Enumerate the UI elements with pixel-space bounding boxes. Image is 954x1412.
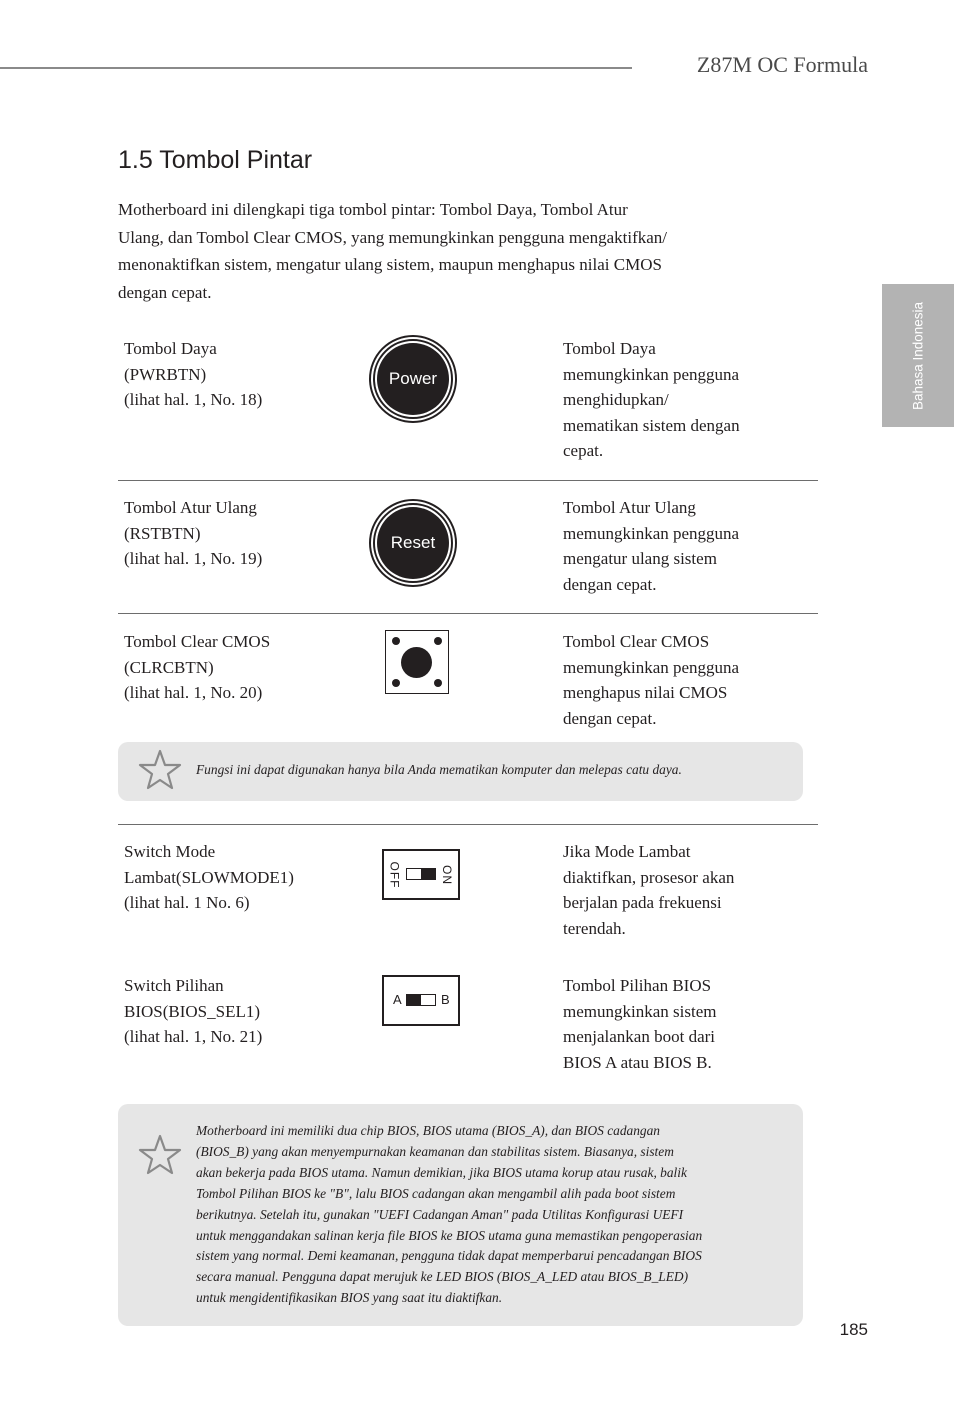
bios-sel-row-label-line: (lihat hal. 1, No. 21) — [124, 1027, 263, 1047]
cmos-row-label — [124, 629, 270, 706]
note-line: akan bekerja pada BIOS utama. Namun demikian, jika BIOS utama korup atau rusak, balik — [196, 1164, 687, 1180]
cmos-description-line: menghapus nilai CMOS — [563, 683, 728, 703]
reset-button-ring — [373, 503, 453, 583]
cmos-row-label-line: (lihat hal. 1, No. 20) — [124, 683, 263, 703]
slowmode-description-line: diaktifkan, prosesor akan — [563, 867, 735, 887]
power-description-line: cepat. — [563, 441, 604, 461]
power-row-label-line: (lihat hal. 1, No. 18) — [124, 390, 263, 410]
bios-sel-description-line: menjalankan boot dari — [563, 1027, 716, 1047]
bios-sel-row-label-line: Switch Pilihan — [124, 976, 224, 995]
note-text: Fungsi ini dapat digunakan hanya bila Anda mematikan komputer dan melepas catu daya. — [196, 762, 682, 777]
bios-sel-description-line: BIOS A atau BIOS B. — [563, 1052, 712, 1072]
slowmode-row-label-line: Lambat(SLOWMODE1) — [124, 867, 294, 887]
cmos-pin-dot — [434, 637, 442, 645]
cmos-pin-dot — [392, 679, 400, 687]
cmos-description-line: Tombol Clear CMOS — [563, 632, 710, 651]
header-rule — [0, 67, 632, 69]
reset-description-line: memungkinkan pengguna — [563, 523, 740, 543]
slowmode-row-label — [124, 839, 294, 916]
reset-description-line: Tombol Atur Ulang — [563, 498, 696, 517]
reset-row-label-line: (RSTBTN) — [124, 523, 201, 543]
bios-sel-row-label — [124, 973, 262, 1050]
note-line: untuk menggandakan salinan kerja file BIOS ke BIOS utama guna memastikan pengoperasian — [196, 1227, 703, 1243]
row-divider — [118, 613, 818, 614]
note-line: Motherboard ini memiliki dua chip BIOS, BIOS utama (BIOS_A), dan BIOS cadangan — [196, 1123, 661, 1138]
cmos-row-description — [563, 629, 739, 731]
cmos-pin-dot — [434, 679, 442, 687]
switch-slot — [406, 868, 436, 880]
note-box — [118, 742, 803, 801]
switch-knob — [421, 869, 435, 879]
switch-b-label: B — [441, 992, 450, 1007]
bios-sel-row-label-line: BIOS(BIOS_SEL1) — [124, 1001, 261, 1021]
note-line: secara manual. Pengguna dapat merujuk ke LED BIOS (BIOS_A_LED atau BIOS_B_LED) — [196, 1269, 689, 1285]
bios-select-switch-icon — [382, 975, 460, 1026]
switch-on-label: ON — [440, 865, 454, 885]
clear-cmos-button-icon — [385, 630, 449, 694]
slowmode-row-label-line: Switch Mode — [124, 842, 216, 861]
switch-a-label: A — [393, 992, 402, 1007]
cmos-row-label-line: (CLRCBTN) — [124, 657, 214, 677]
power-description-line: mematikan sistem dengan — [563, 415, 740, 435]
power-description-line: menghidupkan/ — [563, 390, 669, 410]
note-text — [196, 1121, 702, 1309]
bios-sel-description-line: Tombol Pilihan BIOS — [563, 976, 712, 995]
note-line: berikutnya. Setelah itu, gunakan "UEFI Cadangan Aman" pada Utilitas Konfigurasi UEFI — [196, 1206, 684, 1222]
intro-line: menonaktifkan sistem, mengatur ulang sistem, maupun menghapus nilai CMOS — [118, 255, 662, 274]
cmos-description-line: dengan cepat. — [563, 708, 657, 728]
reset-description-line: mengatur ulang sistem — [563, 549, 717, 569]
note-line: sistem yang normal. Demi keamanan, pengguna tidak dapat memperbarui pencadangan BIOS — [196, 1248, 702, 1264]
slowmode-row-label-line: (lihat hal. 1 No. 6) — [124, 893, 250, 913]
power-button-icon — [369, 335, 457, 423]
switch-slot — [406, 994, 436, 1006]
star-outline-icon — [138, 749, 182, 791]
slowmode-description-line: berjalan pada frekuensi — [563, 893, 722, 913]
power-button-ring — [373, 339, 453, 419]
reset-row-label-line: Tombol Atur Ulang — [124, 498, 257, 517]
note-box — [118, 1104, 803, 1326]
language-side-tab-label: Bahasa Indonesia — [910, 301, 926, 410]
note-line: (BIOS_B) yang akan menyempurnakan keamanan dan stabilitas sistem. Biasanya, sistem — [196, 1143, 674, 1159]
slowmode-description-line: Jika Mode Lambat — [563, 842, 691, 861]
note-line: untuk mengidentifikasikan BIOS yang saat itu diaktifkan. — [196, 1290, 503, 1306]
language-side-tab — [882, 284, 954, 427]
reset-row-label — [124, 495, 262, 572]
intro-line: dengan cepat. — [118, 282, 212, 302]
power-row-label-line: Tombol Daya — [124, 339, 217, 358]
cmos-description-line: memungkinkan pengguna — [563, 657, 740, 677]
power-description-line: Tombol Daya — [563, 339, 656, 358]
reset-button-icon — [369, 499, 457, 587]
reset-row-description — [563, 495, 739, 597]
switch-on-label-wrap — [440, 857, 454, 893]
reset-button-label: Reset — [377, 507, 449, 579]
switch-off-label-wrap — [387, 857, 401, 893]
slowmode-dip-switch-icon — [382, 849, 460, 900]
intro-line: Motherboard ini dilengkapi tiga tombol pintar: Tombol Daya, Tombol Atur — [118, 200, 628, 219]
power-description-line: memungkinkan pengguna — [563, 364, 740, 384]
slowmode-row-description — [563, 839, 734, 941]
slowmode-description-line: terendah. — [563, 918, 626, 938]
intro-line: Ulang, dan Tombol Clear CMOS, yang memungkinkan pengguna mengaktifkan/ — [118, 227, 668, 247]
power-button-label: Power — [377, 343, 449, 415]
reset-description-line: dengan cepat. — [563, 574, 657, 594]
row-divider — [118, 480, 818, 481]
page-number: 185 — [839, 1320, 868, 1339]
section-title: 1.5 Tombol Pintar — [118, 146, 313, 174]
reset-row-label-line: (lihat hal. 1, No. 19) — [124, 549, 263, 569]
cmos-pin-dot — [392, 637, 400, 645]
header-title: Z87M OC Formula — [696, 52, 868, 77]
switch-off-label: OFF — [387, 861, 401, 889]
power-row-label — [124, 336, 262, 413]
row-divider — [118, 824, 818, 825]
power-row-label-line: (PWRBTN) — [124, 364, 207, 384]
star-outline-icon — [138, 1134, 182, 1176]
power-row-description — [563, 336, 740, 464]
bios-sel-row-description — [563, 973, 716, 1075]
intro-paragraph — [118, 196, 718, 306]
cmos-row-label-line: Tombol Clear CMOS — [124, 632, 271, 651]
cmos-button-cap — [401, 647, 432, 678]
bios-sel-description-line: memungkinkan sistem — [563, 1001, 717, 1021]
note-line: Tombol Pilihan BIOS ke "B", lalu BIOS cadangan akan mengambil alih pada boot sistem — [196, 1185, 676, 1201]
switch-knob — [407, 995, 421, 1005]
